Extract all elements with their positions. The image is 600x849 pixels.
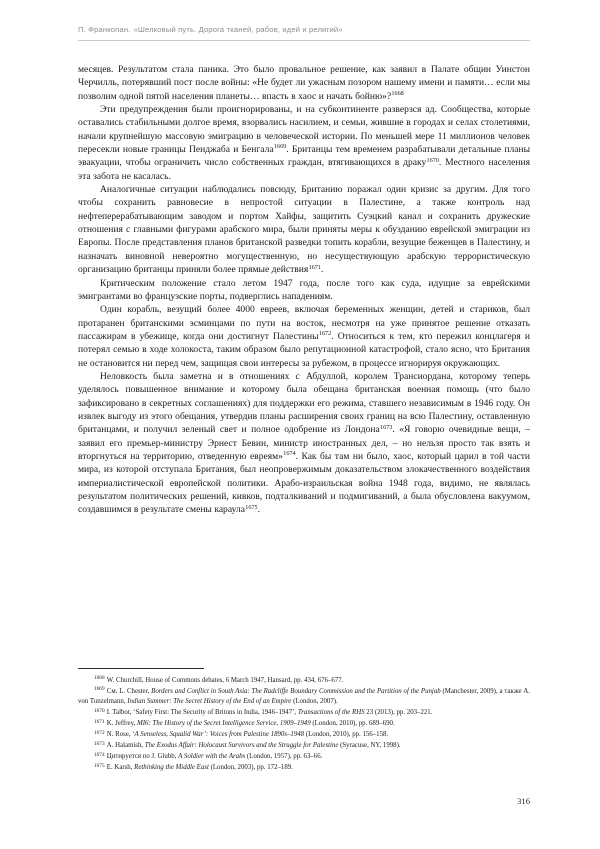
footnote-entry <box>78 676 530 686</box>
paragraph-text: . Относиться к тем, кто пережил концлагеря и потерял семью в ходе холокоста, таким образом было репутационной катастрофой, стало ясно, что Британия не остановится ни перед чем, защищая свои интересы за рубежом, в процессе игнорируя окружающих. <box>78 330 530 369</box>
footnote-number[interactable]: 1674 <box>94 751 105 758</box>
running-head-author: П. Франкопан. <box>78 25 131 34</box>
footnote-title: MI6: The History of the Secret Intelligence Service, 1909–1949 <box>137 720 311 728</box>
footnote-number[interactable]: 1670 <box>94 707 105 714</box>
footnote-text: Цитируется по J. Glubb, <box>106 753 179 761</box>
header-divider <box>78 40 530 41</box>
footnote-text: (London, 2007). <box>291 698 338 706</box>
footnote-text: См. L. Chester, <box>106 688 152 695</box>
footnote-marker[interactable]: 1670 <box>426 156 439 164</box>
footnote-entry <box>78 687 530 708</box>
paragraph-text: . <box>320 264 324 276</box>
footnote-list <box>78 676 530 774</box>
paragraph-text: Аналогичные ситуации наблюдались повсюду, Британию поражал один кризис за другим. Для того чтобы сохранить равновесие в непростой ситуации в Палестине, а также контроль над нефтеперерабатывающим заводом и портом Хайфы, защитить Суэцкий канал и сохранить дружеские отношения с главными фигурами арабского мира, были приняты меры к обузданию еврейской эмиграции из Европы. После представления планов британской разведки топить корабли, везущие беженцев в Палестину, и назначать виновной невероятно могущественную, но несуществующую арабскую террористическую организацию британцы приняли более прямые действия <box>78 184 530 276</box>
paragraph <box>78 277 530 304</box>
footnote-number[interactable]: 1671 <box>94 718 105 725</box>
footnote-title: Transactions of the RHS <box>297 709 365 717</box>
footnote-marker[interactable]: 1675 <box>245 503 258 511</box>
footnote-title: Rethinking the Middle East <box>134 764 209 772</box>
footnote-marker[interactable]: 1673 <box>380 423 393 431</box>
footnote-separator <box>78 668 204 669</box>
footnote-text: K. Jeffrey, <box>106 720 137 728</box>
paragraph-text: Критическим положение стало летом 1947 года, после того как суда, идущие за еврейскими эмигрантами во французские порты, подверглись нападениям. <box>78 277 530 302</box>
paragraph-text: . «Я говорю очевидные вещи, – заявил его премьер-министру Эрнест Бевин, министр иностранных дел, – но нельзя просто так взять и вторгнуться на территорию, отведенную евреям» <box>78 424 530 462</box>
paragraph <box>78 370 530 517</box>
footnote-title: Borders and Conflict in South Asia: The Radcliffe Boundary Commission and the Partition of the Punjab <box>151 688 441 695</box>
footnote-number[interactable]: 1672 <box>94 729 105 736</box>
footnote-number[interactable]: 1673 <box>94 740 105 747</box>
running-head <box>78 25 530 34</box>
footnote-text: (Syracuse, NY, 1998). <box>338 742 401 750</box>
footnote-marker[interactable]: 1669 <box>273 143 287 151</box>
paragraph-text: . Как бы там ни было, хаос, который царил в той части мира, из которой отступала Британия, был неопровержимым доказательством злокачественного воздействия империалистической европейской политики. Арабо-израильская война 1948 года, видимо, не являлась результатом политических решений, кивков, подталкиваний и подмигиваний, а была обусловлена вакуумом, создавшимся в результате смены караула <box>78 450 530 516</box>
paragraph-text: Неловкость была заметна и в отношениях с Абдуллой, королем Трансиордана, которому теперь уделялось повышенное внимание и которому была обещана британская военная помощь (что было зафиксировано в секретных соглашениях) для поддержки его режима, ставшего независимым в 1946 году. Он извлек выгоду из этого обещания, утвердив планы расширения своих границ на всю Палестину, оставленную британцами, и получил зеленый свет и полное одобрение из Лондона <box>78 370 530 436</box>
footnote-title: ‘A Senseless, Squalid War’: Voices from Palestine 1890s–1948 <box>132 731 305 739</box>
paragraph-text: Эти предупреждения были проигнорированы, и на субконтиненте разверзся ад. Сообщества, которые оставались стабильными долгое время, взорвались насилием, и семьи, жившие в городах и селах столетиями, начали крупнейшую массовую эмиграцию в человеческой истории. По меньшей мере 11 миллионов человек пересекли новые границы Пенджаба и Бенгала <box>78 104 530 156</box>
paragraph <box>78 303 530 370</box>
page-number: 316 <box>517 796 530 806</box>
footnote-title: A Soldier with the Arabs <box>178 753 246 761</box>
footnote-text: 23 (2013), pp. 203–221. <box>364 709 433 717</box>
footnote-entry <box>78 730 530 740</box>
footnote-marker[interactable]: 1668 <box>391 90 404 98</box>
footnote-marker[interactable]: 1671 <box>308 263 321 271</box>
footnote-number[interactable]: 1669 <box>94 686 105 693</box>
footnote-text: I. Talbot, ‘Safety First: The Security of Britons in India, 1946–1947’, <box>106 709 298 717</box>
footnote-text: E. Karsh, <box>106 764 135 772</box>
footnote-marker[interactable]: 1674 <box>283 450 296 458</box>
paragraph-text: . Местного населения эта забота не касалась. <box>78 157 530 182</box>
footnote-entry <box>78 752 530 762</box>
footnote-text: (London, 2003), pp. 172–189. <box>208 764 293 772</box>
running-head-title: «Шелковый путь. Дорога тканей, рабов, идей и религий» <box>133 25 343 34</box>
footnote-text: (Manchester, 2009), а также A. von Tunzelmann, <box>78 688 530 706</box>
footnote-number[interactable]: 1668 <box>94 675 105 682</box>
footnote-text: (London, 2010), pp. 689–690. <box>310 720 395 728</box>
paragraph-text: месяцев. Результатом стала паника. Это было провальное решение, как заявил в Палате общин Уинстон Черчилль, потерявший пост после войны: «Не будет ли ужасным позором нашему имени и памяти… если мы позволим одной пятой населения планеты… впасть в хаос и начать бойню»? <box>78 64 530 102</box>
footnote-entry <box>78 708 530 718</box>
footnote-entry <box>78 741 530 751</box>
paragraph <box>78 183 530 276</box>
paragraph-text: . Британцы тем временем разрабатывали детальные планы эвакуации, чтобы ограничить число собственных граждан, втягивающихся в драку <box>78 144 530 169</box>
footnote-entry <box>78 763 530 773</box>
footnote-title: Indian Summer: The Secret History of the End of an Empire <box>127 698 292 706</box>
paragraph-text: . <box>257 504 261 516</box>
paragraph <box>78 63 530 103</box>
footnote-text: N. Rose, <box>106 731 133 739</box>
footnote-text: A. Halamish, <box>106 742 145 750</box>
body-text-column <box>78 63 530 517</box>
paragraph-text: Один корабль, везущий более 4000 евреев, включая беременных женщин, детей и стариков, был протаранен британскими эсминцами по пути на восток, несмотря на уже принятое решение отказать пассажирам в убежище, когда они достигнут Палестины <box>78 304 530 342</box>
footnote-title: The Exodus Affair: Holocaust Survivors and the Struggle for Palestine <box>144 742 339 750</box>
footnote-text: W. Churchill, House of Commons debates, 6 March 1947, Hansard, pp. 434, 676–677. <box>106 677 344 684</box>
footnote-number[interactable]: 1675 <box>94 762 105 769</box>
footnote-text: (London, 2010), pp. 156–158. <box>304 731 389 739</box>
footnote-entry <box>78 719 530 729</box>
paragraph <box>78 103 530 183</box>
footnote-text: (London, 1957), pp. 63–66. <box>245 753 323 761</box>
footnote-marker[interactable]: 1672 <box>318 330 332 338</box>
